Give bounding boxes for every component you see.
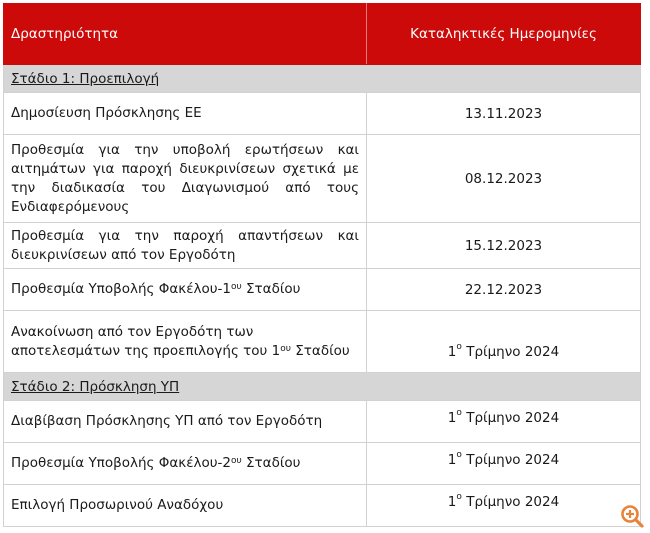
date-cell: 13.11.2023 [367,93,641,135]
activity-text: Προθεσμία Υποβολής Φακέλου-1 [11,281,232,297]
date-text: Τρίμηνο 2024 [461,410,560,426]
table-row [4,93,641,135]
stage-row-2 [4,373,641,401]
date-cell [367,311,641,373]
date-text: 1 [447,344,457,360]
ordinal-suffix: ου [231,456,242,466]
header-activity: Δραστηριότητα [4,4,367,65]
date-cell [367,485,641,527]
date-text: Τρίμηνο 2024 [461,452,560,468]
date-cell: 15.12.2023 [367,223,641,269]
header-row [4,4,641,65]
activity-text: Σταδίου [241,455,301,471]
schedule-table [3,3,641,527]
activity-text: Ανακοίνωση από τον Εργοδότη των αποτελεσμάτων της προεπιλογής του 1 [11,323,281,359]
table-row [4,223,641,269]
stage-row-1 [4,65,641,93]
activity-text: Προθεσμία Υποβολής Φακέλου-2 [11,455,232,471]
date-cell: 08.12.2023 [367,135,641,223]
date-text: 1 [447,452,457,468]
table-row [4,401,641,443]
ordinal-suffix: ο [456,492,462,502]
header-dates: Καταληκτικές Ημερομηνίες [367,4,641,65]
activity-cell: Δημοσίευση Πρόσκλησης ΕΕ [4,93,367,135]
table-row [4,135,641,223]
activity-cell [4,311,367,373]
date-cell [367,443,641,485]
activity-cell: Προθεσμία για την παροχή απαντήσεων και διευκρινίσεων από τον Εργοδότη [4,223,367,269]
activity-cell [4,443,367,485]
date-text: 1 [447,494,457,510]
ordinal-suffix: ο [456,342,462,352]
stage-title: Στάδιο 1: Προεπιλογή [4,65,641,93]
activity-cell: Επιλογή Προσωρινού Αναδόχου [4,485,367,527]
date-text: Τρίμηνο 2024 [461,344,560,360]
activity-cell: Προθεσμία για την υποβολή ερωτήσεων και αιτημάτων για παροχή διευκρινίσεων σχετικά με την διαδικασία του Διαγωνισμού από τους Ενδιαφερόμενους [4,135,367,223]
date-text: Τρίμηνο 2024 [461,494,560,510]
stage-title: Στάδιο 2: Πρόσκληση ΥΠ [4,373,641,401]
ordinal-suffix: ου [231,282,242,292]
activity-text: Σταδίου [290,342,350,359]
date-text: 1 [447,410,457,426]
table-row [4,443,641,485]
table-row [4,311,641,373]
activity-text: Σταδίου [241,281,301,297]
ordinal-suffix: ο [456,408,462,418]
ordinal-suffix: ου [280,343,291,354]
table-row [4,485,641,527]
zoom-in-icon[interactable] [619,503,645,529]
date-cell [367,401,641,443]
ordinal-suffix: ο [456,450,462,460]
date-cell: 22.12.2023 [367,269,641,311]
activity-cell: Διαβίβαση Πρόσκλησης ΥΠ από τον Εργοδότη [4,401,367,443]
activity-cell [4,269,367,311]
table-row [4,269,641,311]
